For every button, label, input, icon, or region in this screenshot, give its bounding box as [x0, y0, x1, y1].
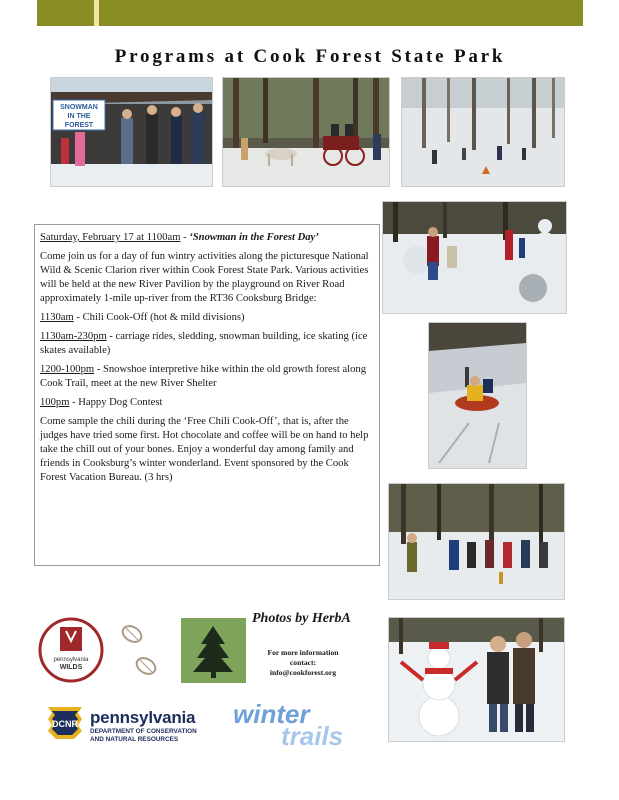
schedule-time: 1130am — [40, 312, 74, 323]
dcnr-sub2: AND NATURAL RESOURCES — [90, 736, 179, 743]
pa-wilds-line2: WILDS — [59, 664, 83, 671]
page-title: Programs at Cook Forest State Park — [114, 46, 506, 67]
dcnr-badge-text: DCNR — [52, 719, 78, 729]
footprints-icon — [112, 616, 168, 688]
header-bar-right — [99, 0, 583, 26]
event-description-box — [34, 224, 380, 566]
dcnr-keystone-icon — [44, 703, 86, 743]
winter-trails-logo — [233, 699, 344, 751]
schedule-desc: - Happy Dog Contest — [69, 397, 163, 408]
schedule-time: 1200-100pm — [40, 364, 95, 375]
photo-carriage-ride — [222, 77, 390, 187]
photo-sledding — [428, 322, 527, 469]
sign-line3: FOREST — [64, 122, 94, 129]
schedule-time: 1130am-230pm — [40, 331, 107, 342]
pa-wilds-logo — [38, 617, 104, 683]
dcnr-logo-text — [90, 708, 197, 744]
event-date: Saturday, February 17 at 1100am — [40, 232, 181, 243]
info-line1: For more information — [267, 648, 339, 657]
info-email[interactable]: info@cookforest.org — [269, 668, 337, 677]
schedule-desc: - carriage rides, sledding, snowman building, ice skating (ice skates available) — [40, 331, 368, 356]
photos-credit: Photos by HerbA — [252, 611, 351, 626]
photo-couple-snowman — [388, 617, 565, 742]
contact-info — [260, 648, 346, 678]
info-line2: contact: — [289, 658, 317, 667]
header-bar-left — [37, 0, 94, 26]
schedule-item — [40, 330, 375, 358]
sign-line2: IN THE — [67, 113, 91, 120]
schedule-desc: - Snowshoe interpretive hike within the old growth forest along Cook Trail, meet at the new River Shelter — [40, 364, 367, 389]
photo-snowman-building — [382, 201, 567, 314]
event-intro: Come join us for a day of fun wintry activities along the picturesque National Wild & Scenic Clarion river within Cook Forest State Park. Various activities will be held at the new River Pavilion by the playground on River Road approximately 1-mile up-river from the RT36 Cooksburg Bridge: — [40, 251, 369, 304]
photo-snowy-woods — [401, 77, 565, 187]
schedule-item — [40, 363, 375, 391]
cook-forest-tree-logo — [181, 618, 246, 683]
event-separator: - — [180, 232, 190, 243]
winter-trails-word2: trails — [281, 721, 344, 751]
photo-snowman-sign — [50, 77, 213, 187]
schedule-item — [40, 396, 375, 410]
sign-line1: SNOWMAN — [60, 104, 98, 111]
schedule-time: 100pm — [40, 397, 70, 408]
schedule-item — [40, 311, 375, 325]
schedule-desc: - Chili Cook-Off (hot & mild divisions) — [73, 312, 245, 323]
pa-wilds-line1: pennsylvania — [53, 657, 89, 663]
photo-snowshoe-hike — [388, 483, 565, 600]
event-name: ‘Snowman in the Forest Day’ — [189, 232, 319, 243]
dcnr-sub1: DEPARTMENT OF CONSERVATION — [90, 728, 197, 735]
dcnr-name: pennsylvania — [90, 708, 196, 727]
event-heading — [40, 231, 375, 245]
winter-trails-word1: winter — [233, 699, 310, 729]
event-closing: Come sample the chili during the ‘Free Chili Cook-Off’, that is, after the judges have tried some first. Hot chocolate and coffee will be on hand to help take the chill out of your bones. Enjoy a wonderful day among family and friends in Cooksburg’s winter wonderland. Event sponsored by the Cook Forest Vacation Bureau. (3 hrs) — [40, 416, 369, 483]
